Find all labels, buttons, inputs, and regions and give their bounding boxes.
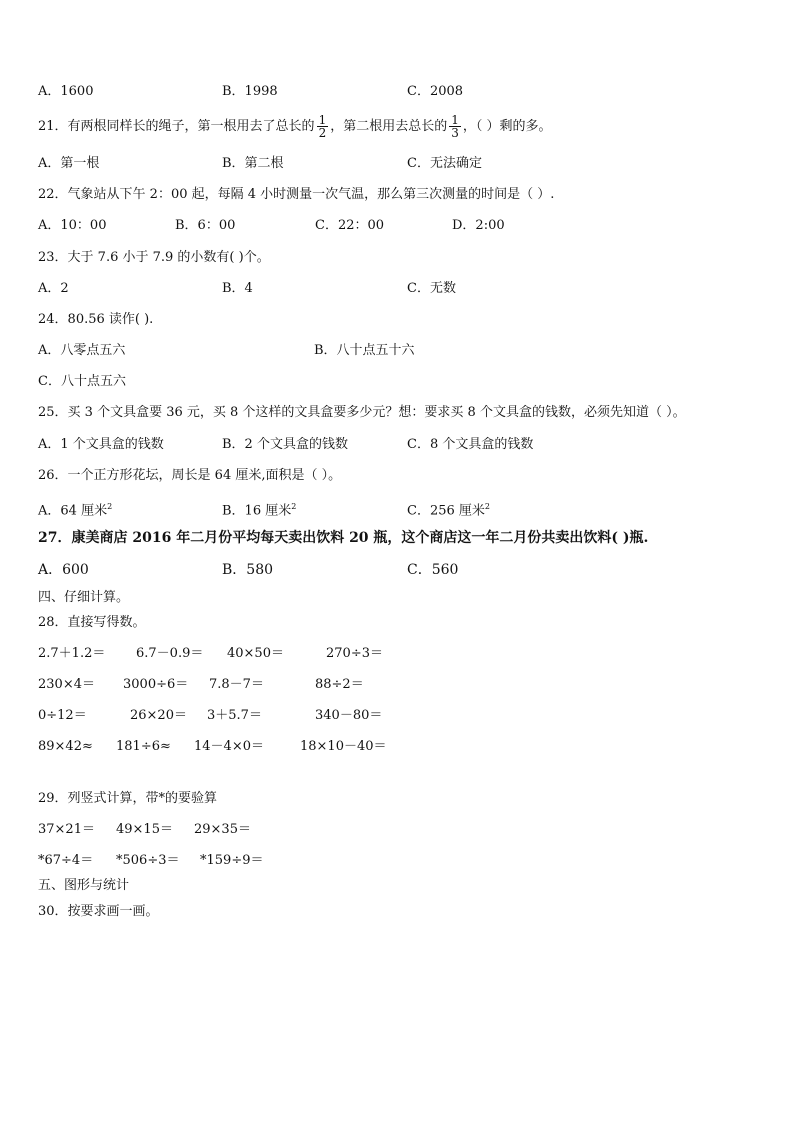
q22-question: 22．气象站从下午 2：00 起，每隔 4 小时测量一次气温，那么第三次测量的时间是（ ）. (38, 187, 555, 202)
q28-r4-c2: 181÷6≈ (116, 739, 171, 754)
q28-r2-c2: 3000÷6＝ (123, 677, 189, 692)
q21-frac1-numerator: 1 (318, 113, 327, 127)
q26-option-c-sup: 2 (484, 502, 490, 511)
q24-option-a: A．八零点五六 (38, 343, 126, 358)
q28-r3-c1: 0÷12＝ (38, 708, 87, 723)
q23-question: 23．大于 7.6 小于 7.9 的小数有( )个。 (38, 250, 270, 265)
q30-question: 30．按要求画一画。 (38, 904, 159, 919)
section-4-heading: 四、仔细计算。 (38, 590, 130, 605)
q26-option-c-text: C．256 厘米 (407, 503, 485, 519)
q28-question: 28．直接写得数。 (38, 615, 146, 630)
q20-option-b: B．1998 (222, 84, 278, 99)
q23-option-c: C．无数 (407, 281, 456, 296)
q27-option-a: A．600 (38, 562, 89, 578)
q29-r1-c3: 29×35＝ (194, 822, 251, 837)
q26-option-c (407, 499, 490, 519)
q21-fraction-2 (449, 114, 461, 139)
q28-r1-c1: 2.7＋1.2＝ (38, 646, 106, 661)
q26-option-a-text: A．64 厘米 (38, 503, 108, 519)
q29-r2-c1: *67÷4＝ (38, 853, 94, 868)
q29-question: 29．列竖式计算，带*的要验算 (38, 791, 218, 806)
section-5-heading: 五、图形与统计 (38, 878, 130, 893)
q26-question: 26．一个正方形花坛，周长是 64 厘米,面积是（ ）。 (38, 468, 342, 483)
q29-r1-c2: 49×15＝ (116, 822, 173, 837)
q26-option-a-sup: 2 (107, 502, 113, 511)
q21-frac2-numerator: 1 (451, 113, 459, 127)
q24-option-c: C．八十点五六 (38, 374, 126, 389)
q28-r3-c2: 26×20＝ (130, 708, 187, 723)
q25-option-c: C．8 个文具盒的钱数 (407, 437, 534, 452)
q28-r3-c4: 340－80＝ (315, 708, 383, 723)
q21-question (38, 111, 552, 143)
q21-frac1-denominator: 2 (318, 126, 327, 140)
q27-option-c: C．560 (407, 562, 459, 578)
q27-option-b: B．580 (222, 562, 274, 578)
q26-option-a (38, 499, 112, 519)
q24-option-b: B．八十点五十六 (314, 343, 415, 358)
q25-option-a: A．1 个文具盒的钱数 (38, 437, 164, 452)
q22-option-c: C．22：00 (315, 218, 385, 233)
q28-r2-c1: 230×4＝ (38, 677, 95, 692)
q21-text-b: ，第二根用去总长的 (330, 119, 448, 134)
q29-r2-c2: *506÷3＝ (116, 853, 180, 868)
q25-option-b: B．2 个文具盒的钱数 (222, 437, 348, 452)
q26-option-b-text: B．16 厘米 (222, 503, 292, 519)
q21-text-c: ，（ ）剩的多。 (462, 119, 552, 134)
q21-text-a: 有两根同样长的绳子，第一根用去了总长的 (67, 119, 315, 134)
q21-fraction-1 (317, 114, 329, 139)
q28-r4-c4: 18×10－40＝ (300, 739, 387, 754)
q21-frac2-denominator: 3 (451, 126, 459, 140)
q21-number: 21． (38, 119, 68, 134)
q28-r1-c3: 40×50＝ (227, 646, 284, 661)
q29-r2-c3: *159÷9＝ (200, 853, 264, 868)
q20-option-c: C．2008 (407, 84, 464, 99)
q28-r1-c4: 270÷3＝ (326, 646, 383, 661)
q22-option-d: D．2:00 (452, 218, 505, 233)
q23-option-b: B．4 (222, 281, 253, 296)
q21-option-a: A．第一根 (38, 156, 100, 171)
q28-r1-c2: 6.7－0.9＝ (136, 646, 204, 661)
q29-r1-c1: 37×21＝ (38, 822, 95, 837)
q21-option-c: C．无法确定 (407, 156, 482, 171)
q25-question: 25．买 3 个文具盒要 36 元，买 8 个这样的文具盒要多少元？想：要求买 8 个文具盒的钱数，必须先知道（ ）。 (38, 405, 686, 420)
q20-option-a: A．1600 (38, 84, 94, 99)
q27-question: 27．康美商店 2016 年二月份平均每天卖出饮料 20 瓶，这个商店这一年二月份共卖出饮料( )瓶. (38, 530, 649, 546)
q28-r2-c3: 7.8－7＝ (209, 677, 264, 692)
q21-option-b: B．第二根 (222, 156, 284, 171)
q24-question: 24．80.56 读作( ). (38, 312, 154, 327)
q22-option-b: B．6：00 (175, 218, 236, 233)
q28-r3-c3: 3＋5.7＝ (207, 708, 262, 723)
q28-r2-c4: 88÷2＝ (315, 677, 364, 692)
q28-r4-c1: 89×42≈ (38, 739, 93, 754)
q23-option-a: A．2 (38, 281, 69, 296)
q22-option-a: A．10：00 (38, 218, 107, 233)
q26-option-b-sup: 2 (291, 502, 297, 511)
q26-option-b (222, 499, 296, 519)
q28-r4-c3: 14－4×0＝ (194, 739, 264, 754)
